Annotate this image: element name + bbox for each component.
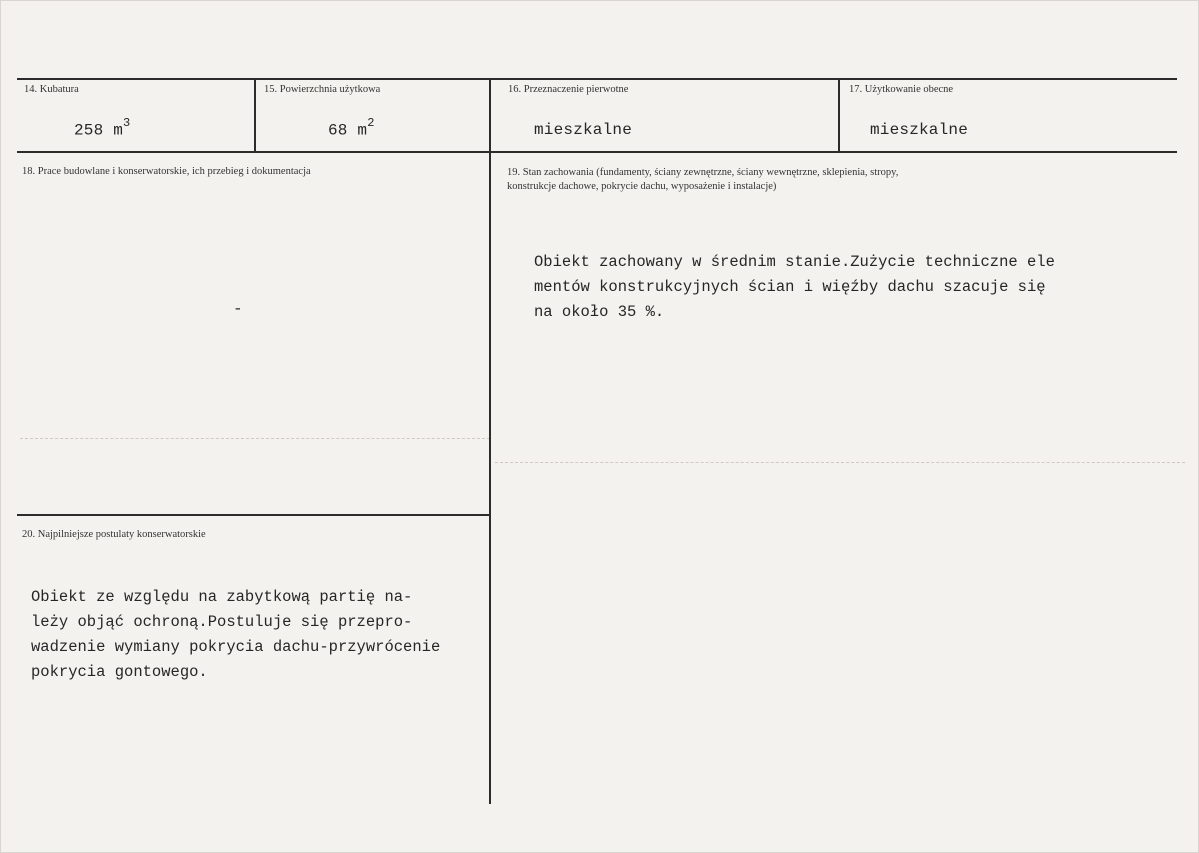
field-19-label-cont: konstrukcje dachowe, pokrycie dachu, wyposażenie i instalacje) <box>507 181 777 192</box>
show-through-line <box>495 462 1185 464</box>
divider-14-15 <box>254 78 256 152</box>
field-20-line: leży objąć ochroną.Postuluje się przepro- <box>31 613 413 631</box>
field-16-label: 16. Przeznaczenie pierwotne <box>508 84 629 95</box>
field-20-line: pokrycia gontowego. <box>31 663 208 681</box>
top-rule <box>17 78 1177 80</box>
field-15-label: 15. Powierzchnia użytkowa <box>264 84 381 95</box>
field-18-label: 18. Prace budowlane i konserwatorskie, ich przebieg i dokumentacja <box>22 166 311 177</box>
field-14-label: 14. Kubatura <box>24 84 79 95</box>
show-through-line <box>20 438 490 440</box>
field-14-value: 258 $m^3$ <box>74 116 131 140</box>
field-15-value: 68 $m^2$ <box>328 116 375 140</box>
field-19-line: na około 35 %. <box>534 303 665 321</box>
field-20-line: Obiekt ze względu na zabytkową partię na- <box>31 588 413 606</box>
field-20-line: wadzenie wymiany pokrycia dachu-przywrócenie <box>31 638 441 656</box>
field-19-line: mentów konstrukcyjnych ścian i więźby dachu szacuje się <box>534 278 1046 296</box>
field-17-label: 17. Użytkowanie obecne <box>849 84 954 95</box>
row1-bottom-rule <box>17 151 1177 153</box>
field-20-text <box>31 585 440 685</box>
field-20-label: 20. Najpilniejsze postulaty konserwatorskie <box>22 529 206 540</box>
field-17-value: mieszkalne <box>870 121 969 139</box>
divider-main <box>489 78 491 804</box>
field-19-label: 19. Stan zachowania (fundamenty, ściany zewnętrzne, ściany wewnętrzne, sklepienia, stropy, <box>507 167 899 178</box>
field-18-value: - <box>233 300 243 318</box>
field-16-value: mieszkalne <box>534 121 633 139</box>
field-19-line: Obiekt zachowany w średnim stanie.Zużycie techniczne ele <box>534 253 1055 271</box>
section18-bottom-rule <box>17 514 489 516</box>
field-19-text <box>534 250 1055 325</box>
divider-16-17 <box>838 78 840 152</box>
